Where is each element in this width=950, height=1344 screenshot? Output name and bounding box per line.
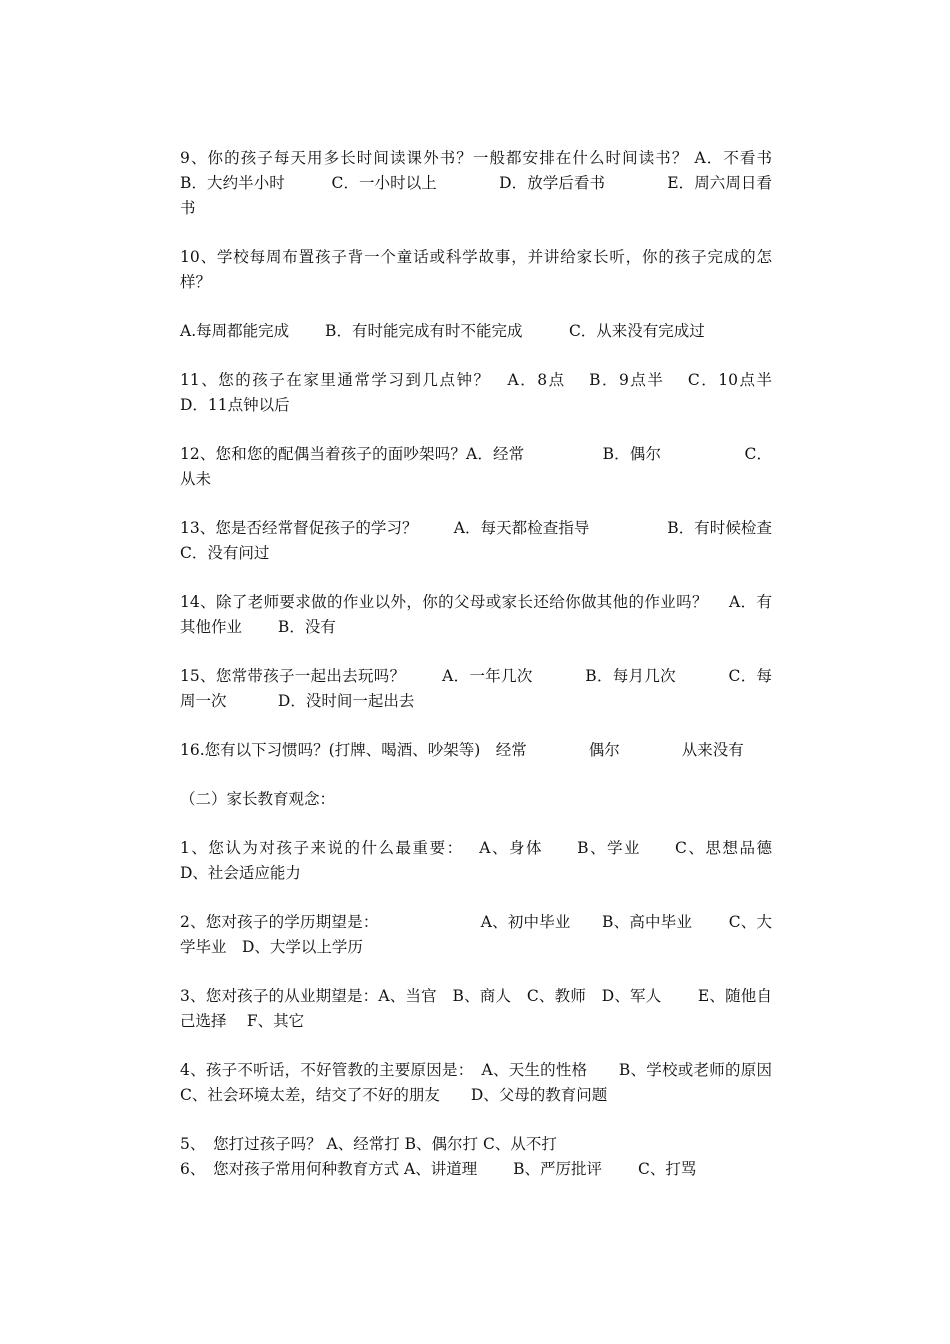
question-14: 14、除了老师要求做的作业以外，你的父母或家长还给你做其他的作业吗？ A．有其他作业 B．没有 [180, 593, 772, 636]
question-12: 12、您和您的配偶当着孩子的面吵架吗？A．经常 B．偶尔 C．从未 [180, 445, 772, 488]
survey-content [180, 146, 808, 1182]
section-heading: （二）家长教育观念： [180, 790, 336, 808]
question-16: 16.您有以下习惯吗？(打牌、喝酒、吵架等) 经常 偶尔 从来没有 [180, 741, 744, 759]
question-15: 15、您常带孩子一起出去玩吗？ A．一年几次 B．每月几次 C．每周一次 D．没时间一起出去 [180, 667, 772, 710]
section2-item-2: 2、您对孩子的学历期望是： A、初中毕业 B、高中毕业 C、大学毕业 D、大学以上学历 [180, 913, 772, 956]
question-13: 13、您是否经常督促孩子的学习？ A．每天都检查指导 B．有时候检查 C．没有问过 [180, 519, 808, 562]
section2-item-5: 5、 您打过孩子吗？ A、经常打 B、偶尔打 C、从不打 [180, 1135, 557, 1153]
question-10: 10、学校每周布置孩子背一个童话或科学故事，并讲给家长听，你的孩子完成的怎样？ [180, 248, 772, 291]
section2-item-4: 4、孩子不听话，不好管教的主要原因是： A、天生的性格 B、学校或老师的原因 C、社会环境太差，结交了不好的朋友 D、父母的教育问题 [180, 1061, 804, 1104]
question-11: 11、您的孩子在家里通常学习到几点钟？ A．8点 B．9点半 C．10点半 D．11点钟以后 [180, 371, 804, 414]
section2-item-1: 1、您认为对孩子来说的什么最重要： A、身体 B、学业 C、思想品德 D、社会适应能力 [180, 839, 808, 882]
section2-item-6: 6、 您对孩子常用何种教育方式 A、讲道理 B、严厉批评 C、打骂 [180, 1160, 697, 1178]
section2-item-3: 3、您对孩子的从业期望是：A、当官 B、商人 C、教师 D、军人 E、随他自己选择 F、其它 [180, 987, 772, 1030]
question-9: 9、你的孩子每天用多长时间读课外书？一般都安排在什么时间读书？ A．不看书 B．大约半小时 C．一小时以上 D．放学后看书 E．周六周日看书 [180, 149, 793, 217]
question-10-options: A.每周都能完成 B．有时能完成有时不能完成 C．从来没有完成过 [180, 322, 705, 340]
